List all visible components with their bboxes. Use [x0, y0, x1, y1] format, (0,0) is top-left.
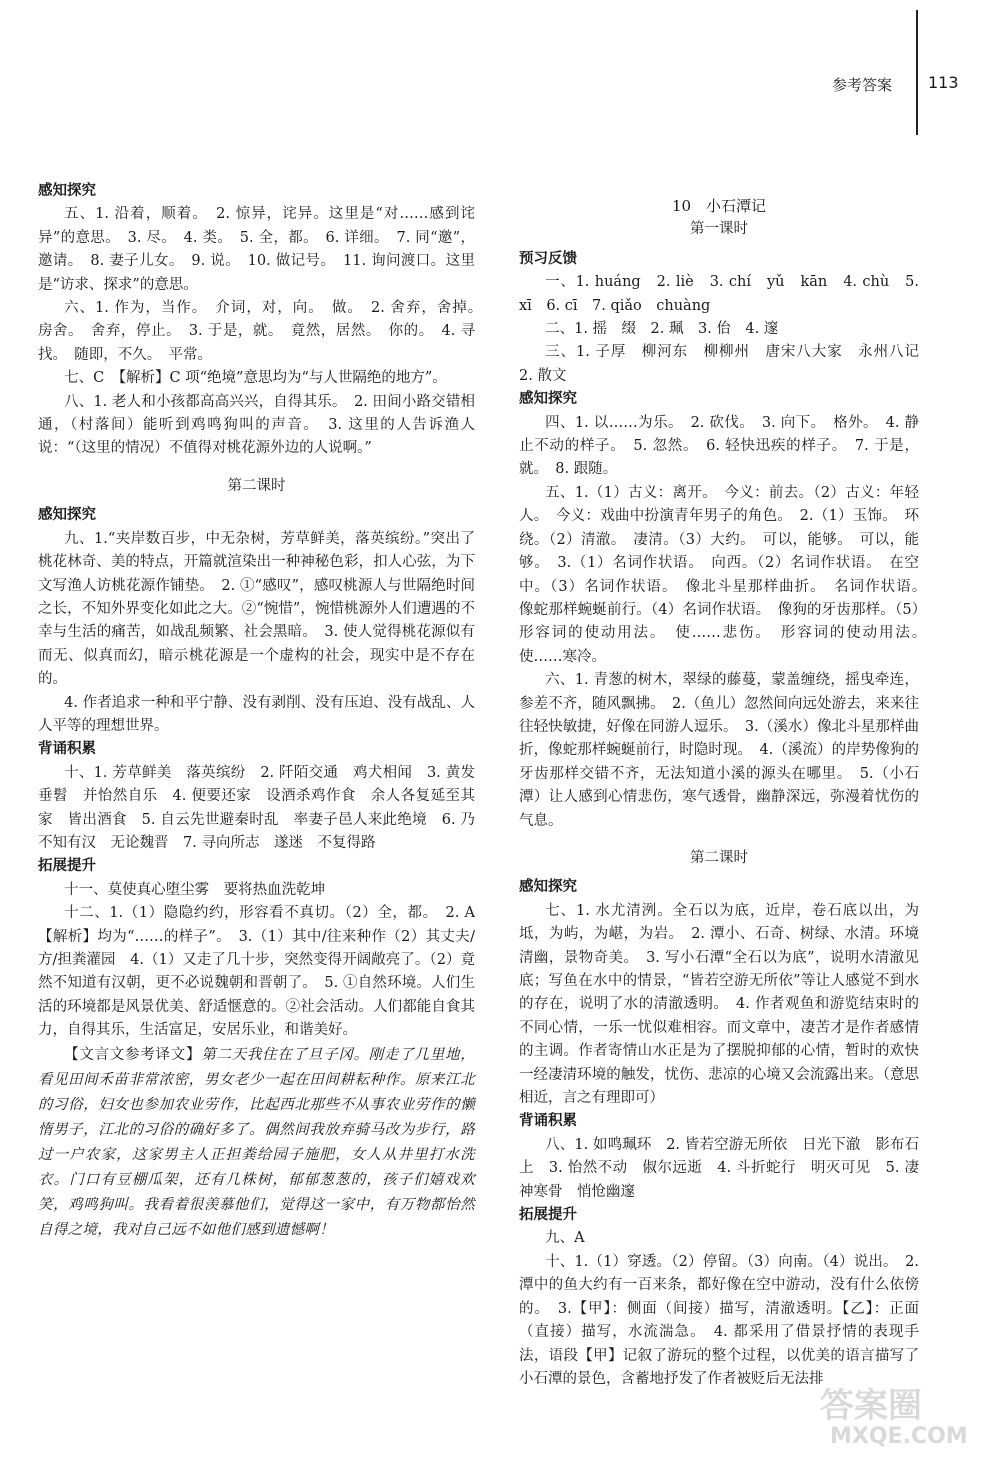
answer-6: 六、1. 青葱的树木，翠绿的藤蔓，蒙盖缠绕，摇曳牵连，参差不齐，随风飘拂。 2.（鱼儿）忽然间向远处游去，来来往往轻快敏捷，好像在同游人逗乐。 3.（溪水）像北斗星那样曲折，像蛇那样蜿蜒前行，时隐时现。 4.（溪流）的岸势像狗的牙齿那样交错不齐，无法知道小溪的源头在哪里。 5.（小石潭）让人感到心情悲伤，寒气透骨，幽静深远，弥漫着忧伤的气息。	[519, 672, 919, 829]
translation-body: 第二天我住在了旦子冈。刚走了几里地，看见田间禾苗非常浓密，男女老少一起在田间耕耘种作。原来江北的习俗，妇女也参加农业劳作，比起西北那些不从事农业劳作的懒惰男子，江北的习俗的确好多了。偶然间我放弃骑马改为步行，路过一户农家，这家男主人正担粪给园子施肥，女人从井里打水洗衣。门口有豆棚瓜架，还有几株树，郁郁葱葱的，孩子们嬉戏欢笑，鸡鸣狗叫。我看着很羡慕他们，觉得这一家中，有万物都怡然自得之境，我对自己远不如他们感到遗憾啊！	[38, 1046, 476, 1238]
header-divider	[916, 10, 918, 135]
answer-9: 九、1.“夹岸数百步，中无杂树，芳草鲜美，落英缤纷。”突出了桃花林奇、美的特点，开篇就渲染出一种神秘色彩，扣人心弦，为下文写渔人访桃花源作铺垫。 2. ①“感叹”，感叹桃源人与世隔绝时间之长，不知外界变化如此之大。②“惋惜”，惋惜桃源外人们遭遇的不幸与生活的痛苦，如战乱频繁、社会黑暗。 3. 使人觉得桃花源似有而无、似真而幻，暗示桃花源是一个虚构的社会，现实中是不存在的。	[38, 530, 475, 688]
section-heading: 感知探究	[38, 507, 96, 524]
lesson-title: 10 小石潭记	[671, 197, 767, 215]
watermark-url: MXQE.COM	[830, 1424, 968, 1449]
lesson-heading: 第二课时	[690, 849, 748, 866]
answer-7: 七、1. 水尤清洌。全石以为底，近岸，卷石底以出，为坻，为屿，为嵁，为岩。 2. 潭小、石奇、树绿、水清。环境清幽，景物奇美。 3. 写小石潭“全石以为底”，说明水清澈见底；写鱼在水中的情景，“皆若空游无所依”等让人感觉不到水的存在，说明了水的清澈透明。 4. 作者观鱼和游览结束时的不同心情，一乐一忧似难相容。而文章中，凄苦才是作者感情的主调。作者寄情山水正是为了摆脱抑郁的心情，暂时的欢快一经凄清环境的触发，忧伤、悲凉的心境又会流露出来。（意思相近，言之有理即可）	[519, 902, 919, 1107]
answer-6: 六、1. 作为，当作。 介词，对，向。 做。 2. 舍弃，舍掉。 房舍。 舍弃，停止。 3. 于是，就。 竟然，居然。 你的。 4. 寻找。 随即，不久。 平常。	[38, 300, 490, 363]
answer-12: 十二、1.（1）隐隐约约，形容看不真切。（2）全，都。 2. A 【解析】均为“……的样子”。 3.（1）其中/往来种作（2）其丈夫/方/担粪灌园 4.（1）又走了几十步，突然变得开阔敞亮了。（2）竟然不知道有汉朝，更不必说魏朝和晋朝了。 5. ①自然环境。人们生活的环境都是风景优美、舒适惬意的。②社会活动。人们都能自食其力，自得其乐，生活富足，安居乐业，和谐美好。	[38, 905, 490, 1039]
translation-paragraph	[38, 1043, 475, 1243]
answer-5: 五、1. 沿着，顺着。 2. 惊异，诧异。这里是“对……感到诧异”的意思。 3. 尽。 4. 类。 5. 全，都。 6. 详细。 7. 同“邀”，邀请。 8. 妻子儿女。 9. 说。 10. 做记号。 11. 询问渡口。这里是“访求、探求”的意思。	[38, 206, 475, 293]
section-heading: 拓展提升	[38, 858, 96, 875]
section-heading: 背诵积累	[38, 741, 96, 758]
section-heading: 拓展提升	[519, 1207, 577, 1224]
section-heading: 感知探究	[519, 879, 577, 896]
translation-label: 【文言文参考译文】	[64, 1046, 202, 1063]
answer-8: 八、1. 如鸣珮环 2. 皆若空游无所依 日光下澈 影布石上 3. 怡然不动 俶尔远逝 4. 斗折蛇行 明灭可见 5. 凄神寒骨 悄怆幽邃	[519, 1136, 919, 1200]
answer-5: 五、1.（1）古义：离开。 今义：前去。（2）古义：年轻人。 今义：戏曲中扮演青年男子的角色。 2.（1）玉饰。 环绕。（2）清澈。 凄清。（3）大约。 可以，能够。 可以，能够。 3.（1）名词作状语。 向西。（2）名词作状语。 在空中。（3）名词作状语。 像北斗星那样曲折。 名词作状语。 像蛇那样蜿蜒前行。（4）名词作状语。 像狗的牙齿那样。（5）形容词的使动用法。 使……悲伤。 形容词的使动用法。 使……寒冷。	[519, 484, 934, 665]
left-column	[38, 180, 490, 1243]
watermark-logo-text: 答案圈	[820, 1386, 922, 1426]
section-heading: 背诵积累	[519, 1113, 577, 1130]
lesson-heading: 第一课时	[690, 221, 748, 238]
section-heading: 感知探究	[38, 183, 96, 199]
answer-10: 十、1.（1）穿透。（2）停留。（3）向南。（4）说出。 2. 潭中的鱼大约有一百来条，都好像在空中游动，没有什么依傍的。 3.【甲】：侧面（间接）描写，清澈透明。【乙】：正面（直接）描写，水流湍急。 4. 都采用了借景抒情的表现手法，语段【甲】记叙了游玩的整个过程，以优美的语言描写了小石潭的景色，含蓄地抒发了作者被贬后无法排	[519, 1253, 919, 1387]
answer-7: 七、C 【解析】C 项“绝境”意思均为“与人世隔绝的地方”。	[64, 370, 447, 387]
section-heading: 预习反馈	[519, 250, 577, 267]
answer-9: 九、A	[545, 1230, 585, 1247]
header-label: 参考答案	[832, 76, 893, 94]
answer-3: 三、1. 子厚 柳河东 柳柳州 唐宋八大家 永州八记 2. 散文	[519, 344, 934, 384]
answer-1: 一、1. huáng 2. liè 3. chí yǔ kān 4. chù 5. xī 6. cī 7. qiǎo chuàng	[519, 274, 919, 314]
right-column	[519, 195, 934, 1391]
answer-9-4: 4. 作者追求一种和平宁静、没有剥削、没有压迫、没有战乱、人人平等的理想世界。	[38, 694, 475, 734]
watermark	[790, 1378, 990, 1458]
lesson-heading: 第二课时	[227, 477, 286, 494]
answer-10: 十、1. 芳草鲜美 落英缤纷 2. 阡陌交通 鸡犬相闻 3. 黄发垂髫 并怡然自乐 4. 便要还家 设酒杀鸡作食 余人各复延至其家 皆出酒食 5. 自云先世避秦时乱 率妻子邑人来此绝境 6. 乃不知有汉 无论魏晋 7. 寻向所志 遂迷 不复得路	[38, 764, 475, 851]
answer-4: 四、1. 以……为乐。 2. 砍伐。 3. 向下。 格外。 4. 静止不动的样子。 5. 忽然。 6. 轻快迅疾的样子。 7. 于是，就。 8. 跟随。	[519, 414, 919, 478]
answer-2: 二、1. 摇 缀 2. 珮 3. 佁 4. 邃	[545, 321, 779, 338]
answer-11: 十一、莫使真心堕尘雾 要将热血洗乾坤	[64, 881, 326, 898]
page-number: 113	[928, 73, 959, 92]
answer-8: 八、1. 老人和小孩都高高兴兴，自得其乐。 2. 田间小路交错相通，（村落间）能听到鸡鸣狗叫的声音。 3. 这里的人告诉渔人说：“（这里的情况）不值得对桃花源外边的人说啊。”	[38, 393, 475, 457]
section-heading: 感知探究	[519, 391, 577, 408]
